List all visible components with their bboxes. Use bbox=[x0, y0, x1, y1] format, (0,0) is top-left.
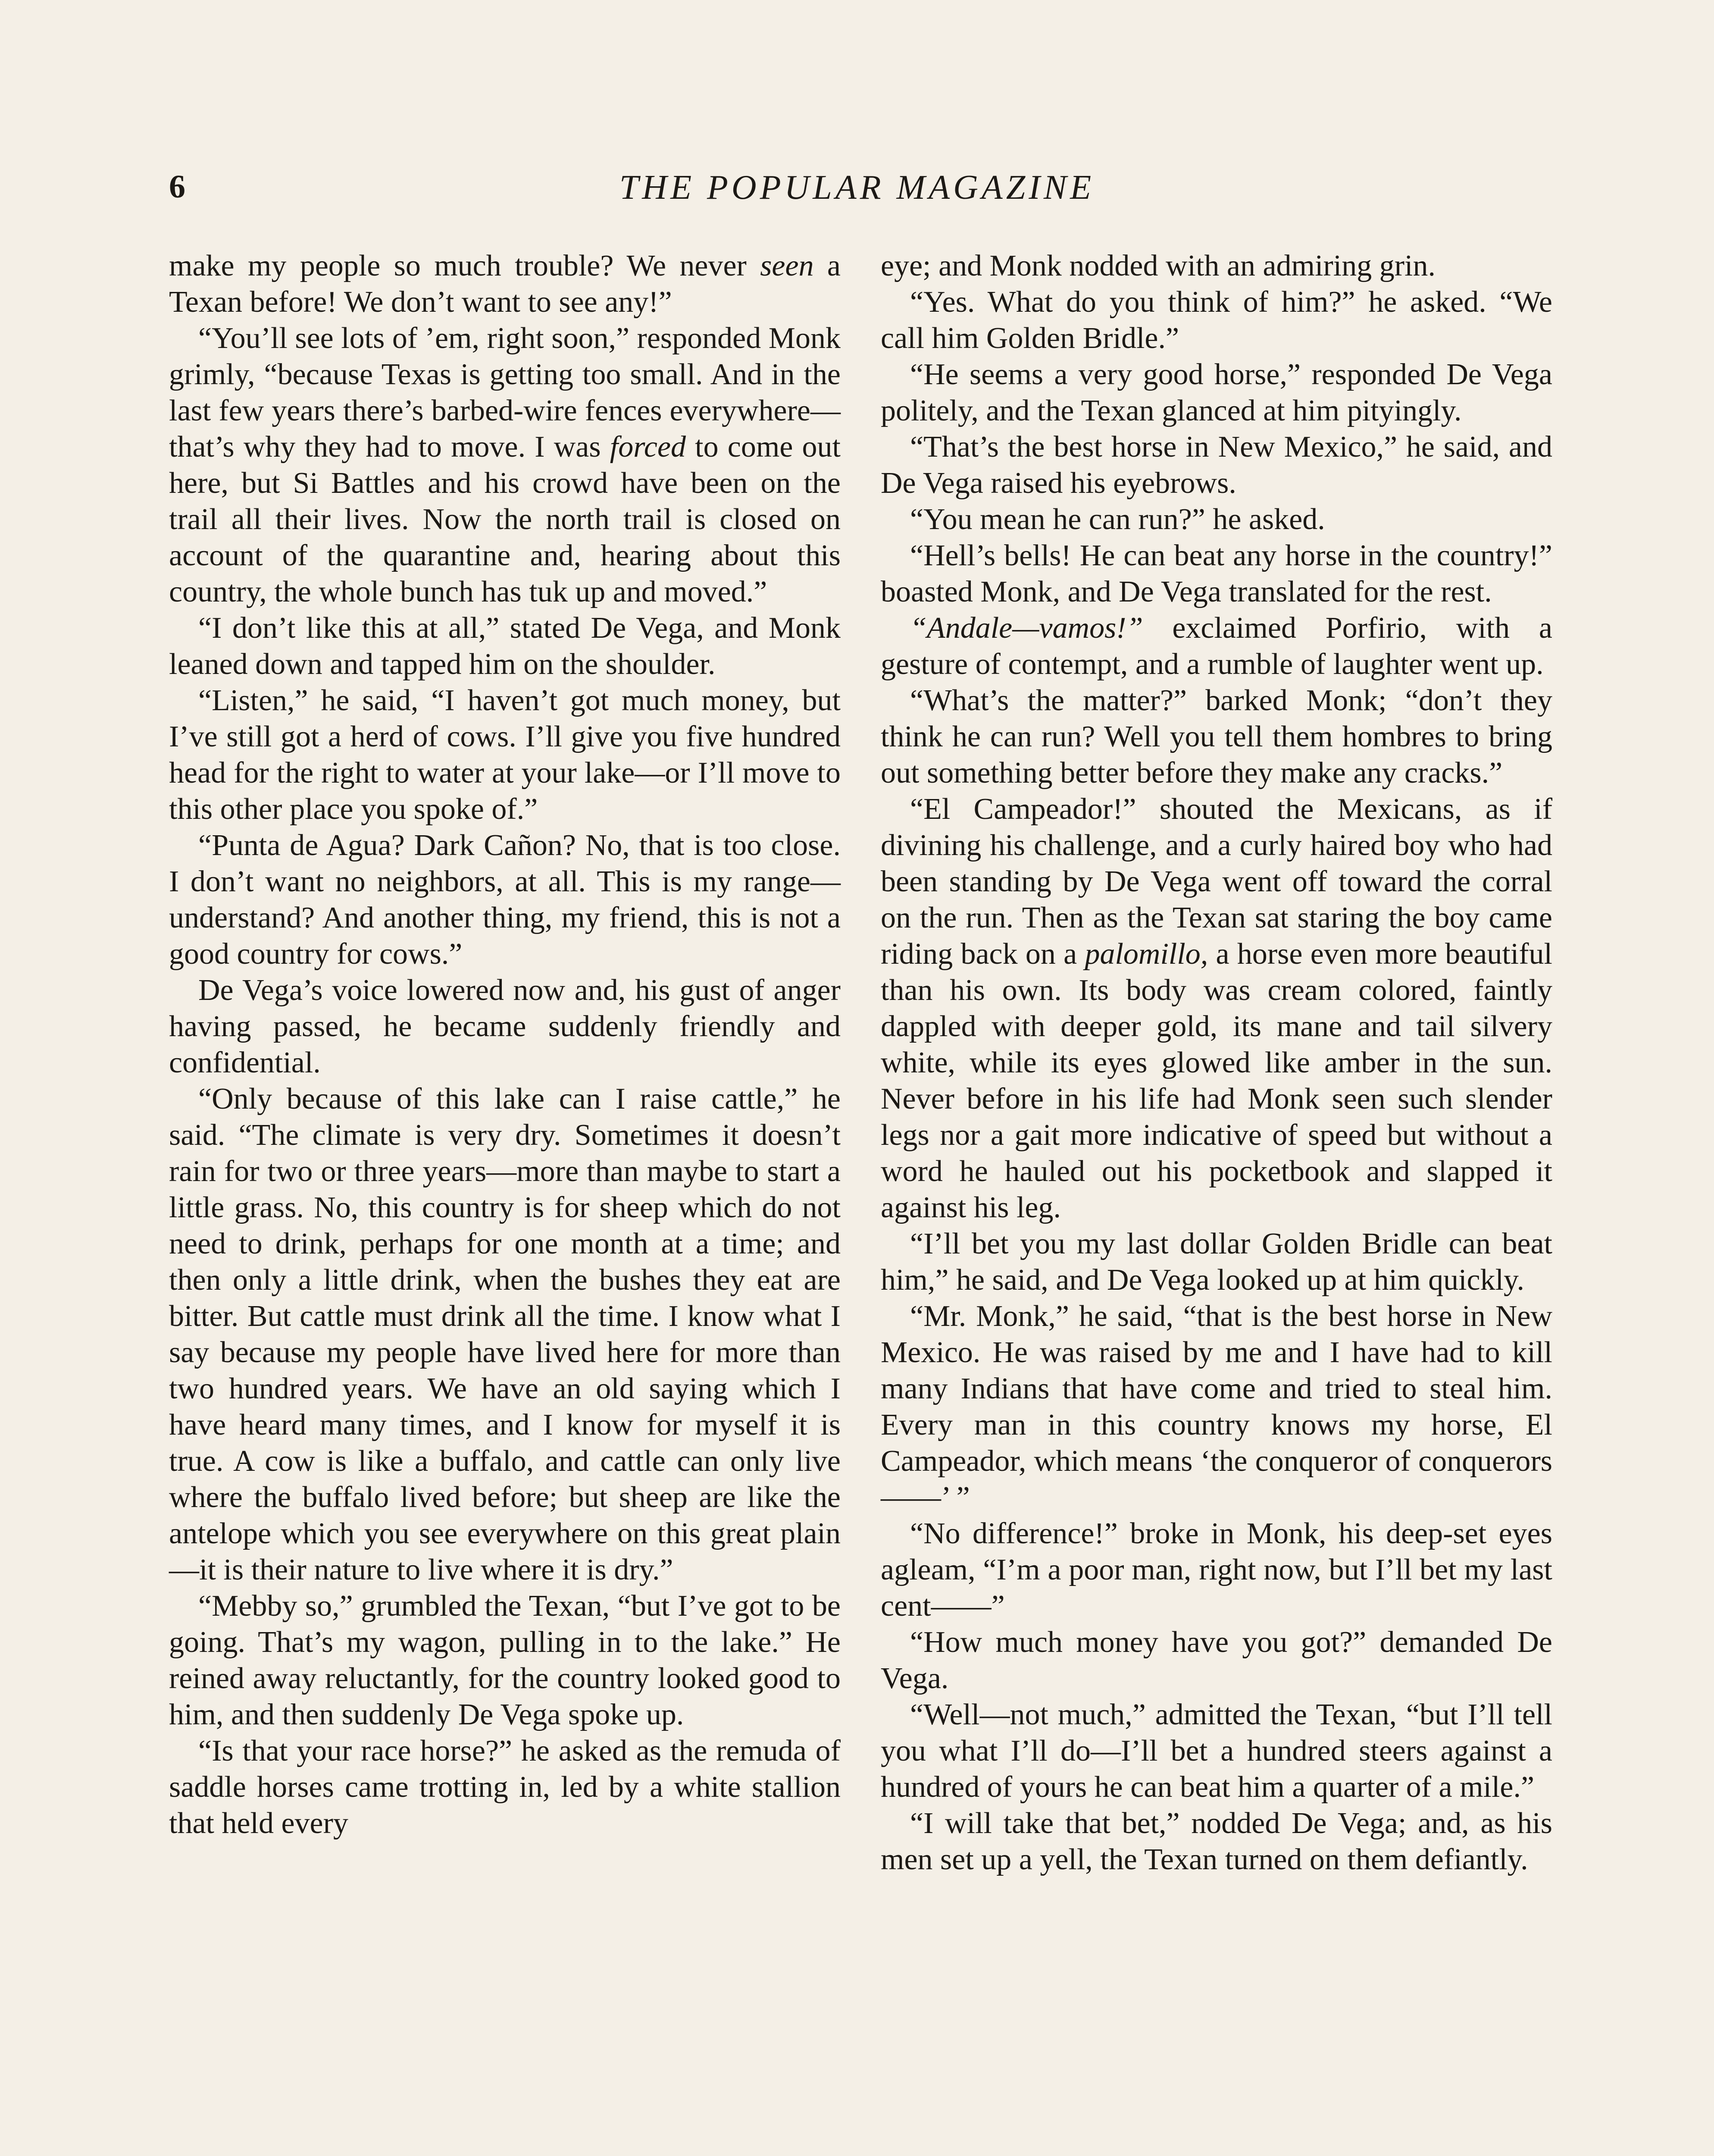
paragraph: “Yes. What do you think of him?” he asked. “We call him Golden Bridle.” bbox=[881, 285, 1552, 355]
paragraph: “El Campeador!” shouted the Mexicans, as if divining his challenge, and a curly haired boy who had been standing by De Vega went off toward the corral on the run. Then as the Texan sat staring the boy came riding back on a palomillo, a horse even more beautiful than his own. Its body was cream colored, faintly dappled with deeper gold, its mane and tail silvery white, while its eyes glowed like amber in the sun. Never before in his life had Monk seen such slender legs nor a gait more indicative of speed but without a word he hauled out his pocketbook and slapped it against his leg. bbox=[881, 793, 1553, 1224]
paragraph: “Mebby so,” grumbled the Texan, “but I’ve got to be going. That’s my wagon, pulling in to the lake.” He reined away reluctantly, for the country looked good to him, and then suddenly De Vega spoke up. bbox=[169, 1589, 841, 1731]
paragraph: “I don’t like this at all,” stated De Vega, and Monk leaned down and tapped him on the shoulder. bbox=[169, 611, 841, 681]
paragraph: “Hell’s bells! He can beat any horse in the country!” boasted Monk, and De Vega translated for the rest. bbox=[881, 539, 1552, 608]
paragraph: “That’s the best horse in New Mexico,” he said, and De Vega raised his eyebrows. bbox=[881, 430, 1552, 500]
paragraph: “Only because of this lake can I raise cattle,” he said. “The climate is very dry. Sometimes it doesn’t rain for two or three years—more than maybe to start a little grass. No, this country is for sheep which do not need to drink, perhaps for one month at a time; and then only a little drink, when the bushes they eat are bitter. But cattle must drink all the time. I know what I say because my people have lived here for more than two hundred years. We have an old saying which I have heard many times, and I know for myself it is true. A cow is like a buffalo, and cattle can only live where the buffalo lived before; but sheep are like the antelope which you see everywhere on this great plain—it is their nature to live where it is dry.” bbox=[169, 1082, 841, 1586]
paragraph: “I will take that bet,” nodded De Vega; and, as his men set up a yell, the Texan turned on them defiantly. bbox=[881, 1807, 1552, 1876]
paragraph: “Punta de Agua? Dark Cañon? No, that is too close. I don’t want no neighbors, at all. This is my range—understand? And another thing, my friend, this is not a good country for cows.” bbox=[169, 829, 841, 971]
paragraph: “Mr. Monk,” he said, “that is the best horse in New Mexico. He was raised by me and I have had to kill many Indians that have come and tried to steal him. Every man in this country knows my horse, El Campeador, which means ‘the conqueror of conquerors——’ ” bbox=[881, 1300, 1552, 1514]
paragraph: “Andale—vamos!” exclaimed Porfirio, with a gesture of contempt, and a rumble of laughter went up. bbox=[881, 611, 1552, 681]
right-column bbox=[881, 248, 1552, 1878]
paragraph: eye; and Monk nodded with an admiring grin. bbox=[881, 249, 1436, 282]
paragraph: De Vega’s voice lowered now and, his gust of anger having passed, he became suddenly friendly and confidential. bbox=[169, 974, 841, 1079]
magazine-title: THE POPULAR MAGAZINE bbox=[619, 169, 1095, 207]
paragraph: “Listen,” he said, “I haven’t got much money, but I’ve still got a herd of cows. I’ll give you five hundred head for the right to water at your lake—or I’ll move to this other place you spoke of.” bbox=[169, 684, 841, 826]
paragraph: make my people so much trouble? We never seen a Texan before! We don’t want to see any!” bbox=[169, 249, 841, 319]
paragraph: “He seems a very good horse,” responded De Vega politely, and the Texan glanced at him pityingly. bbox=[881, 358, 1552, 427]
paragraph: “You’ll see lots of ’em, right soon,” responded Monk grimly, “because Texas is getting too small. And in the last few years there’s barbed-wire fences everywhere—that’s why they had to move. I was forced to come out here, but Si Battles and his crowd have been on the trail all their lives. Now the north trail is closed on account of the quarantine and, hearing about this country, the whole bunch has tuk up and moved.” bbox=[169, 322, 841, 608]
paragraph: “I’ll bet you my last dollar Golden Bridle can beat him,” he said, and De Vega looked up at him quickly. bbox=[881, 1227, 1552, 1297]
left-column bbox=[169, 248, 841, 1842]
paragraph: “What’s the matter?” barked Monk; “don’t they think he can run? Well you tell them hombres to bring out something better before they make any cracks.” bbox=[881, 684, 1552, 790]
paragraph: “No difference!” broke in Monk, his deep-set eyes agleam, “I’m a poor man, right now, but I’ll bet my last cent——” bbox=[881, 1517, 1552, 1623]
paragraph: “Well—not much,” admitted the Texan, “but I’ll tell you what I’ll do—I’ll bet a hundred steers against a hundred of yours he can beat him a quarter of a mile.” bbox=[881, 1698, 1552, 1804]
page-number: 6 bbox=[169, 169, 185, 205]
paragraph: “You mean he can run?” he asked. bbox=[910, 503, 1325, 536]
paragraph: “How much money have you got?” demanded De Vega. bbox=[881, 1626, 1552, 1695]
paragraph: “Is that your race horse?” he asked as the remuda of saddle horses came trotting in, led by a white stallion that held every bbox=[169, 1734, 841, 1840]
